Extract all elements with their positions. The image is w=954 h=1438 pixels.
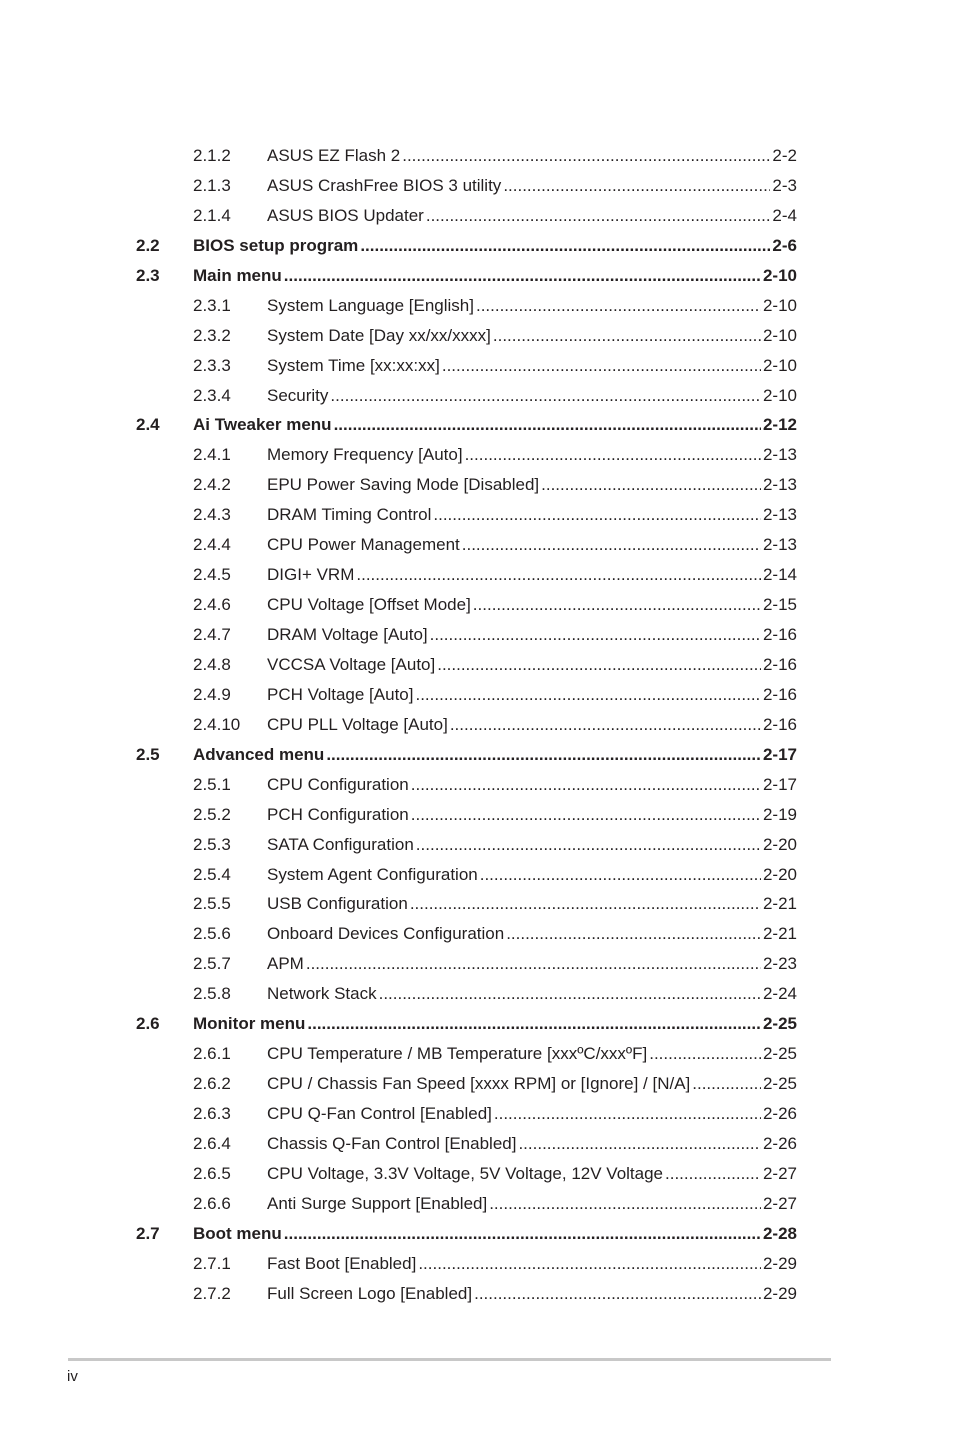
entry-page: 2-3 xyxy=(772,175,797,195)
entry-page: 2-2 xyxy=(772,146,797,165)
entry-number: 2.2 xyxy=(136,235,160,255)
entry-leader-line xyxy=(267,381,797,411)
entry-leader-line xyxy=(267,1129,797,1159)
entry-leader-line xyxy=(267,201,797,231)
entry-title: Boot menu xyxy=(193,1223,282,1243)
toc-subsection-entry[interactable] xyxy=(0,1069,954,1099)
entry-page: 2-12 xyxy=(762,415,797,435)
toc-subsection-entry[interactable] xyxy=(0,919,954,949)
toc-subsection-entry[interactable] xyxy=(0,710,954,740)
entry-page: 2-26 xyxy=(762,1104,797,1123)
dot-leader xyxy=(332,410,761,440)
entry-leader-line xyxy=(193,261,797,291)
entry-number: 2.3.1 xyxy=(193,295,231,315)
toc-subsection-entry[interactable] xyxy=(0,800,954,830)
dot-leader xyxy=(460,530,761,560)
entry-number: 2.7 xyxy=(136,1223,160,1243)
entry-title: DRAM Voltage [Auto] xyxy=(267,625,428,644)
toc-section-entry[interactable] xyxy=(0,1219,954,1249)
toc-subsection-entry[interactable] xyxy=(0,979,954,1009)
entry-title: Ai Tweaker menu xyxy=(193,415,332,435)
toc-section-entry[interactable] xyxy=(0,740,954,770)
entry-leader-line xyxy=(193,410,797,440)
entry-page: 2-13 xyxy=(762,535,797,555)
dot-leader xyxy=(377,979,761,1009)
entry-title: System Time [xx:xx:xx] xyxy=(267,355,440,375)
entry-title: Full Screen Logo [Enabled] xyxy=(267,1283,473,1303)
entry-title: ASUS CrashFree BIOS 3 utility xyxy=(267,175,502,195)
entry-number: 2.4.2 xyxy=(193,475,231,495)
dot-leader xyxy=(516,1129,761,1159)
entry-title: APM xyxy=(267,954,304,974)
entry-number: 2.4.5 xyxy=(193,565,231,585)
dot-leader xyxy=(472,1279,761,1309)
entry-title: Onboard Devices Configuration xyxy=(267,924,505,944)
toc-subsection-entry[interactable] xyxy=(0,949,954,979)
entry-title: PCH Voltage [Auto] xyxy=(267,684,414,704)
toc-subsection-entry[interactable] xyxy=(0,1279,954,1309)
entry-title: Fast Boot [Enabled] xyxy=(267,1253,417,1273)
entry-number: 2.6 xyxy=(136,1014,160,1034)
entry-leader-line xyxy=(267,1159,797,1189)
entry-title: CPU Power Management xyxy=(267,535,460,555)
entry-number: 2.1.3 xyxy=(193,175,231,195)
entry-page: 2-28 xyxy=(762,1223,797,1243)
toc-section-entry[interactable] xyxy=(0,410,954,440)
dot-leader xyxy=(504,919,761,949)
entry-leader-line xyxy=(267,530,797,560)
toc-subsection-entry[interactable] xyxy=(0,620,954,650)
entry-number: 2.5.1 xyxy=(193,774,231,794)
dot-leader xyxy=(492,1099,761,1129)
entry-page: 2-16 xyxy=(762,625,797,644)
entry-leader-line xyxy=(267,830,797,860)
entry-title: USB Configuration xyxy=(267,894,408,914)
entry-leader-line xyxy=(193,1219,797,1249)
entry-page: 2-16 xyxy=(762,654,797,674)
entry-page: 2-20 xyxy=(762,834,797,854)
entry-title: CPU Q-Fan Control [Enabled] xyxy=(267,1104,492,1123)
entry-number: 2.6.1 xyxy=(193,1044,231,1064)
entry-leader-line xyxy=(267,560,797,590)
entry-title: System Language [English] xyxy=(267,295,474,315)
dot-leader xyxy=(478,860,761,890)
toc-subsection-entry[interactable] xyxy=(0,770,954,800)
entry-leader-line xyxy=(267,470,797,500)
entry-leader-line xyxy=(267,1099,797,1129)
entry-number: 2.4.3 xyxy=(193,505,231,525)
entry-number: 2.1.2 xyxy=(193,146,231,165)
entry-leader-line xyxy=(267,1069,797,1099)
entry-page: 2-10 xyxy=(762,325,797,345)
entry-page: 2-14 xyxy=(762,565,797,585)
toc-subsection-entry[interactable] xyxy=(0,830,954,860)
toc-subsection-entry[interactable] xyxy=(0,440,954,470)
toc-subsection-entry[interactable] xyxy=(0,560,954,590)
dot-leader xyxy=(408,889,761,919)
entry-page: 2-29 xyxy=(762,1283,797,1303)
entry-page: 2-26 xyxy=(762,1133,797,1153)
entry-page: 2-13 xyxy=(762,475,797,495)
entry-leader-line xyxy=(267,321,797,351)
entry-number: 2.3.2 xyxy=(193,325,231,345)
entry-number: 2.5.7 xyxy=(193,954,231,974)
entry-page: 2-24 xyxy=(762,984,797,1004)
entry-number: 2.5 xyxy=(136,744,160,764)
entry-number: 2.4.8 xyxy=(193,654,231,674)
entry-leader-line xyxy=(267,919,797,949)
entry-page: 2-20 xyxy=(762,864,797,884)
toc-subsection-entry[interactable] xyxy=(0,1099,954,1129)
entry-number: 2.4.6 xyxy=(193,595,231,615)
entry-page: 2-10 xyxy=(762,265,797,285)
entry-title: CPU Temperature / MB Temperature [xxxºC/xxxºF] xyxy=(267,1044,648,1064)
dot-leader xyxy=(663,1159,761,1189)
toc-subsection-entry[interactable] xyxy=(0,1039,954,1069)
entry-leader-line xyxy=(267,590,797,620)
dot-leader xyxy=(487,1189,761,1219)
entry-leader-line xyxy=(267,650,797,680)
entry-title: CPU Voltage [Offset Mode] xyxy=(267,595,471,615)
entry-leader-line xyxy=(267,1039,797,1069)
toc-subsection-entry[interactable] xyxy=(0,141,954,171)
dot-leader xyxy=(647,1039,761,1069)
entry-page: 2-27 xyxy=(762,1163,797,1183)
dot-leader xyxy=(428,620,761,650)
entry-title: Main menu xyxy=(193,265,282,285)
toc-subsection-entry[interactable] xyxy=(0,650,954,680)
entry-page: 2-10 xyxy=(762,295,797,315)
toc-section-entry[interactable] xyxy=(0,1009,954,1039)
toc-subsection-entry[interactable] xyxy=(0,1249,954,1279)
entry-title: BIOS setup program xyxy=(193,235,359,255)
toc-section-entry[interactable] xyxy=(0,261,954,291)
entry-leader-line xyxy=(267,1189,797,1219)
entry-leader-line xyxy=(267,291,797,321)
entry-number: 2.6.6 xyxy=(193,1193,231,1213)
entry-page: 2-25 xyxy=(762,1074,797,1094)
entry-number: 2.7.1 xyxy=(193,1253,231,1273)
entry-page: 2-13 xyxy=(762,445,797,465)
entry-page: 2-16 xyxy=(762,714,797,734)
entry-leader-line xyxy=(267,680,797,710)
entry-leader-line xyxy=(267,500,797,530)
entry-page: 2-10 xyxy=(762,385,797,405)
entry-number: 2.5.8 xyxy=(193,984,231,1004)
footer-divider xyxy=(68,1358,831,1361)
dot-leader xyxy=(409,800,761,830)
entry-leader-line xyxy=(267,770,797,800)
dot-leader xyxy=(354,560,761,590)
entry-title: Memory Frequency [Auto] xyxy=(267,445,463,465)
toc-subsection-entry[interactable] xyxy=(0,500,954,530)
dot-leader xyxy=(501,171,770,201)
entry-leader-line xyxy=(267,1279,797,1309)
entry-number: 2.4.1 xyxy=(193,445,231,465)
entry-title: VCCSA Voltage [Auto] xyxy=(267,654,436,674)
toc-subsection-entry[interactable] xyxy=(0,171,954,201)
toc-subsection-entry[interactable] xyxy=(0,1189,954,1219)
dot-leader xyxy=(304,949,761,979)
entry-title: ASUS BIOS Updater xyxy=(267,205,424,225)
entry-title: ASUS EZ Flash 2 xyxy=(267,146,401,165)
dot-leader xyxy=(282,261,761,291)
entry-page: 2-21 xyxy=(762,894,797,914)
dot-leader xyxy=(463,440,761,470)
entry-title: Network Stack xyxy=(267,984,377,1004)
entry-leader-line xyxy=(267,979,797,1009)
dot-leader xyxy=(690,1069,761,1099)
entry-number: 2.6.4 xyxy=(193,1133,231,1153)
dot-leader xyxy=(440,351,761,381)
entry-number: 2.4.7 xyxy=(193,625,231,644)
entry-page: 2-19 xyxy=(762,804,797,824)
entry-leader-line xyxy=(267,889,797,919)
entry-page: 2-4 xyxy=(772,205,797,225)
entry-number: 2.5.3 xyxy=(193,834,231,854)
dot-leader xyxy=(328,381,761,411)
entry-number: 2.4 xyxy=(136,415,160,435)
entry-title: DIGI+ VRM xyxy=(267,565,355,585)
entry-title: CPU PLL Voltage [Auto] xyxy=(267,714,448,734)
entry-page: 2-23 xyxy=(762,954,797,974)
entry-leader-line xyxy=(193,231,797,261)
entry-number: 2.3.3 xyxy=(193,355,231,375)
toc-subsection-entry[interactable] xyxy=(0,1129,954,1159)
entry-number: 2.5.2 xyxy=(193,804,231,824)
dot-leader xyxy=(358,231,770,261)
entry-page: 2-16 xyxy=(762,684,797,704)
dot-leader xyxy=(435,650,761,680)
entry-leader-line xyxy=(267,141,797,171)
entry-page: 2-25 xyxy=(762,1044,797,1064)
entry-page: 2-17 xyxy=(762,774,797,794)
entry-number: 2.3 xyxy=(136,265,160,285)
entry-number: 2.4.9 xyxy=(193,684,231,704)
entry-leader-line xyxy=(267,351,797,381)
dot-leader xyxy=(400,141,770,171)
entry-title: Monitor menu xyxy=(193,1014,306,1034)
toc-subsection-entry[interactable] xyxy=(0,351,954,381)
entry-title: Advanced menu xyxy=(193,744,325,764)
entry-title: CPU / Chassis Fan Speed [xxxx RPM] or [Ignore] / [N/A] xyxy=(267,1074,691,1094)
entry-title: Chassis Q-Fan Control [Enabled] xyxy=(267,1133,517,1153)
entry-leader-line xyxy=(267,949,797,979)
entry-number: 2.3.4 xyxy=(193,385,231,405)
entry-page: 2-25 xyxy=(762,1014,797,1034)
toc-subsection-entry[interactable] xyxy=(0,381,954,411)
entry-leader-line xyxy=(267,171,797,201)
entry-page: 2-13 xyxy=(762,505,797,525)
entry-title: Anti Surge Support [Enabled] xyxy=(267,1193,488,1213)
entry-leader-line xyxy=(267,1249,797,1279)
page-number: iv xyxy=(67,1368,78,1385)
dot-leader xyxy=(282,1219,761,1249)
entry-leader-line xyxy=(267,620,797,650)
entry-title: EPU Power Saving Mode [Disabled] xyxy=(267,475,540,495)
entry-leader-line xyxy=(267,710,797,740)
dot-leader xyxy=(414,830,761,860)
entry-title: CPU Configuration xyxy=(267,774,409,794)
entry-page: 2-17 xyxy=(762,744,797,764)
entry-page: 2-10 xyxy=(762,355,797,375)
dot-leader xyxy=(491,321,761,351)
dot-leader xyxy=(424,201,771,231)
toc-subsection-entry[interactable] xyxy=(0,860,954,890)
dot-leader xyxy=(431,500,761,530)
entry-number: 2.6.3 xyxy=(193,1104,231,1123)
entry-number: 2.5.4 xyxy=(193,864,231,884)
entry-leader-line xyxy=(267,440,797,470)
entry-leader-line xyxy=(267,860,797,890)
toc-subsection-entry[interactable] xyxy=(0,1159,954,1189)
table-of-contents xyxy=(0,141,954,1309)
entry-number: 2.7.2 xyxy=(193,1283,231,1303)
dot-leader xyxy=(305,1009,761,1039)
entry-number: 2.6.2 xyxy=(193,1074,231,1094)
entry-title: System Date [Day xx/xx/xxxx] xyxy=(267,325,491,345)
entry-number: 2.5.5 xyxy=(193,894,231,914)
entry-title: SATA Configuration xyxy=(267,834,414,854)
entry-leader-line xyxy=(193,740,797,770)
entry-number: 2.5.6 xyxy=(193,924,231,944)
entry-number: 2.4.10 xyxy=(193,714,241,734)
toc-subsection-entry[interactable] xyxy=(0,321,954,351)
toc-subsection-entry[interactable] xyxy=(0,889,954,919)
entry-leader-line xyxy=(267,800,797,830)
entry-title: Security xyxy=(267,385,329,405)
toc-subsection-entry[interactable] xyxy=(0,291,954,321)
entry-title: CPU Voltage, 3.3V Voltage, 5V Voltage, 12V Voltage xyxy=(267,1163,664,1183)
dot-leader xyxy=(324,740,761,770)
entry-title: PCH Configuration xyxy=(267,804,409,824)
toc-section-entry[interactable] xyxy=(0,231,954,261)
dot-leader xyxy=(539,470,761,500)
dot-leader xyxy=(416,1249,761,1279)
dot-leader xyxy=(471,590,761,620)
dot-leader xyxy=(474,291,761,321)
toc-subsection-entry[interactable] xyxy=(0,470,954,500)
entry-number: 2.1.4 xyxy=(193,205,231,225)
dot-leader xyxy=(409,770,761,800)
entry-page: 2-27 xyxy=(762,1193,797,1213)
entry-number: 2.4.4 xyxy=(193,535,231,555)
dot-leader xyxy=(413,680,760,710)
entry-page: 2-29 xyxy=(762,1253,797,1273)
entry-page: 2-6 xyxy=(772,235,797,255)
entry-title: System Agent Configuration xyxy=(267,864,478,884)
entry-page: 2-21 xyxy=(762,924,797,944)
toc-subsection-entry[interactable] xyxy=(0,680,954,710)
toc-subsection-entry[interactable] xyxy=(0,530,954,560)
entry-title: DRAM Timing Control xyxy=(267,505,432,525)
entry-number: 2.6.5 xyxy=(193,1163,231,1183)
toc-subsection-entry[interactable] xyxy=(0,590,954,620)
entry-leader-line xyxy=(193,1009,797,1039)
entry-page: 2-15 xyxy=(762,595,797,615)
dot-leader xyxy=(448,710,761,740)
toc-subsection-entry[interactable] xyxy=(0,201,954,231)
